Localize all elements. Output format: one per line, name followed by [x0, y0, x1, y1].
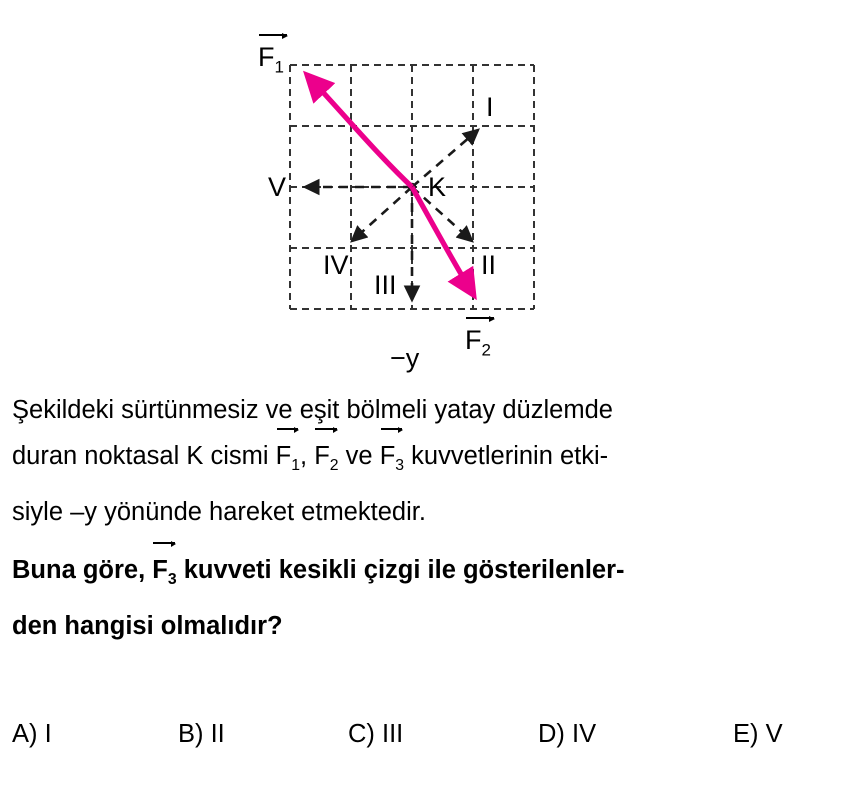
choice-E[interactable] — [733, 720, 833, 749]
choice-A-text: I — [44, 720, 52, 748]
inline-vector-F1: $F_1$ — [276, 436, 300, 486]
label-III: III — [374, 270, 397, 300]
question-line-2-comma: , — [300, 442, 308, 470]
label-I: I — [486, 92, 494, 122]
label-minus-y: −y — [390, 343, 420, 373]
choice-B-text: II — [210, 720, 225, 748]
choice-A[interactable] — [12, 720, 178, 749]
choice-C[interactable] — [348, 720, 538, 749]
choice-E-text: V — [765, 720, 783, 748]
choice-C-key: C) — [348, 720, 375, 748]
choice-C-text: III — [382, 720, 404, 748]
question-line-1: Şekildeki sürtünmesiz ve eşit bölmeli yatay düzlemde — [12, 396, 613, 424]
question-line-2 — [12, 436, 832, 486]
label-K: K — [428, 172, 447, 202]
label-F2-vector-bar — [466, 317, 494, 319]
vector-F1 — [308, 76, 412, 187]
label-V: V — [268, 172, 287, 202]
label-F2: $F_2$ — [465, 325, 491, 360]
label-II: II — [481, 250, 497, 280]
choice-B-key: B) — [178, 720, 204, 748]
inline-vector-F2: $F_2$ — [314, 436, 338, 486]
answer-choices — [12, 720, 834, 749]
label-IV: IV — [323, 250, 349, 280]
figure-container — [0, 0, 846, 373]
question-bold-line-2: den hangisi olmalıdır? — [12, 612, 283, 641]
question-line-2-part-b: ve — [345, 442, 373, 470]
question-line-2-part-c: kuvvetlerinin etki- — [411, 442, 609, 470]
question-line-3: siyle –y yönünde hareket etmektedir. — [12, 498, 426, 527]
question-text — [12, 390, 832, 652]
physics-figure — [0, 0, 846, 373]
label-F1: $F_1$ — [258, 42, 284, 77]
choice-D-text: IV — [572, 720, 597, 748]
vector-IV — [352, 187, 412, 241]
bold-part-b: kuvveti kesikli çizgi ile gösterilenler- — [183, 556, 625, 585]
choice-A-key: A) — [12, 720, 38, 748]
choice-B[interactable] — [178, 720, 348, 749]
inline-vector-F3-bold: $F_3$ — [152, 550, 176, 600]
choice-D-key: D) — [538, 720, 565, 748]
label-F1-vector-bar — [259, 34, 287, 36]
bold-part-a: Buna göre, — [12, 556, 146, 585]
question-bold-line-1 — [12, 550, 832, 600]
vector-F2 — [412, 187, 473, 294]
question-line-2-part-a: duran noktasal K cismi — [12, 442, 269, 470]
choice-E-key: E) — [733, 720, 759, 748]
choice-D[interactable] — [538, 720, 733, 749]
inline-vector-F3: $F_3$ — [380, 436, 404, 486]
